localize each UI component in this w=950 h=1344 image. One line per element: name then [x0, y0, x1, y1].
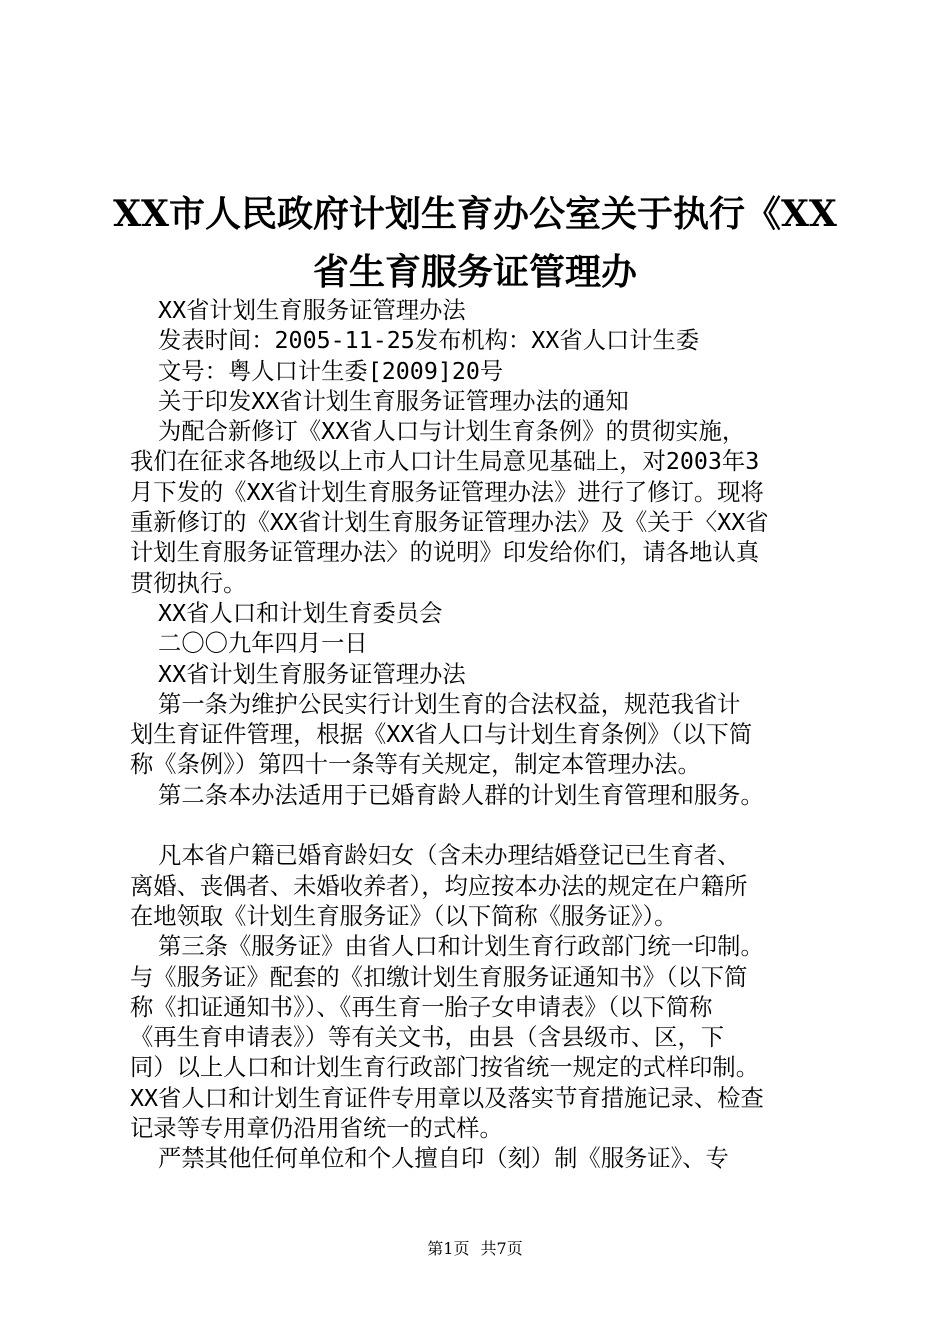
page-footer: [0, 1236, 950, 1259]
page-number: 第1页: [427, 1239, 470, 1258]
text-line: XX省人口和计划生育委员会: [130, 599, 443, 627]
text-line: 第一条为维护公民实行计划生育的合法权益，规范我省计: [130, 690, 741, 718]
text-line: 二〇〇九年四月一日: [130, 630, 368, 658]
text-line: 计划生育服务证管理办法〉的说明》印发给你们，请各地认真: [130, 539, 760, 567]
text-line: 严禁其他任何单位和个人擅自印（刻）制《服务证》、专: [130, 1145, 729, 1173]
text-line: XX省计划生育服务证管理办法: [130, 660, 466, 688]
text-line: 第二条本办法适用于已婚育龄人群的计划生育管理和服务。: [130, 781, 764, 809]
text-line: 我们在征求各地级以上市人口计生局意见基础上，对2003年3: [130, 448, 760, 476]
text-line: XX省计划生育服务证管理办法: [130, 297, 466, 324]
text-line: 为配合新修订《XX省人口与计划生育条例》的贯彻实施，: [130, 418, 746, 446]
text-line: 记录等专用章仍沿用省统一的式样。: [130, 1115, 503, 1143]
blank-line: [130, 811, 842, 841]
text-line: 凡本省户籍已婚育龄妇女（含未办理结婚登记已生育者、: [130, 842, 741, 870]
text-line: 《再生育申请表》）等有关文书，由县（含县级市、区，下: [130, 1024, 725, 1052]
text-line: 重新修订的《XX省计划生育服务证管理办法》及《关于〈XX省: [130, 509, 769, 537]
text-line: 称《扣证通知书》）、《再生育一胎子女申请表》（以下简称: [130, 993, 713, 1021]
document-title-line-1: XX市人民政府计划生育办公室关于执行《XX: [113, 193, 837, 235]
text-line: 离婚、丧偶者、未婚收养者），均应按本办法的规定在户籍所: [130, 872, 748, 900]
text-line: 同）以上人口和计划生育行政部门按省统一规定的式样印制。: [130, 1054, 760, 1082]
text-line: 称《条例》）第四十一条等有关规定，制定本管理办法。: [130, 751, 701, 779]
document-body: [130, 296, 842, 1175]
text-line: 月下发的《XX省计划生育服务证管理办法》进行了修订。现将: [130, 478, 764, 506]
text-line: 文号：粤人口计生委[2009]20号: [130, 357, 504, 385]
text-line: 与《服务证》配套的《扣缴计划生育服务证通知书》（以下简: [130, 963, 748, 991]
text-line: 划生育证件管理，根据《XX省人口与计划生育条例》（以下简: [130, 721, 753, 749]
text-line: 贯彻执行。: [130, 569, 247, 597]
text-line: 在地领取《计划生育服务证》（以下简称《服务证》）。: [130, 902, 678, 930]
text-line: 发表时间：2005-11-25发布机构：XX省人口计生委: [130, 327, 700, 355]
page-total: 共7页: [480, 1239, 523, 1258]
text-line: 第三条《服务证》由省人口和计划生育行政部门统一印制。: [130, 933, 764, 961]
text-line: XX省人口和计划生育证件专用章以及落实节育措施记录、检查: [130, 1084, 764, 1112]
text-line: 关于印发XX省计划生育服务证管理办法的通知: [130, 387, 629, 415]
document-title-line-2: 省生育服务证管理办: [312, 251, 637, 293]
